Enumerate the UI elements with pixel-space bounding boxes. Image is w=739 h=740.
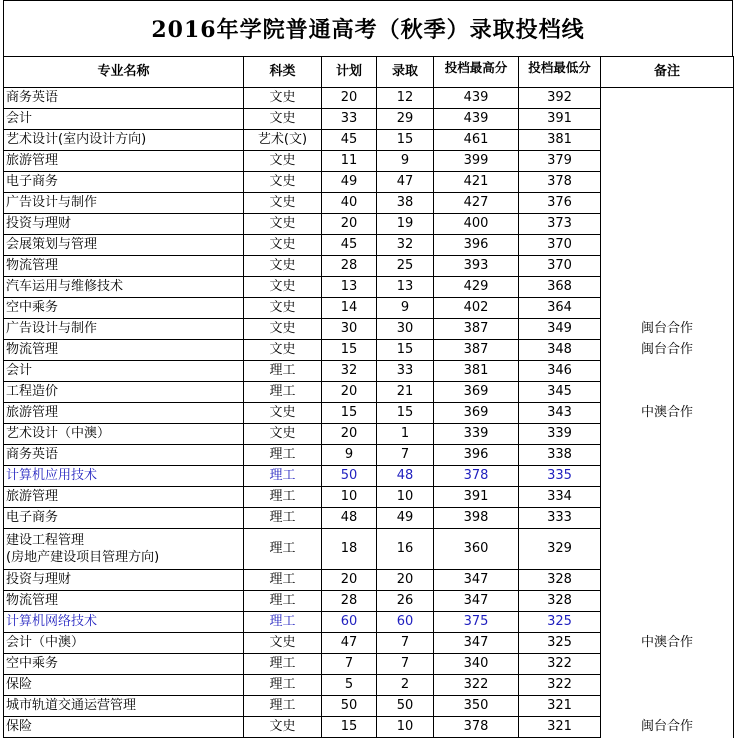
cell-max-score: 340 xyxy=(434,654,519,675)
table-row xyxy=(4,591,734,612)
cell-plan: 28 xyxy=(322,591,377,612)
cell-min-score: 376 xyxy=(519,193,601,214)
cell-min-score: 392 xyxy=(519,88,601,109)
table-row xyxy=(4,466,734,487)
cell-admitted: 29 xyxy=(377,109,434,130)
cell-note xyxy=(601,424,734,445)
cell-admitted: 20 xyxy=(377,570,434,591)
cell-plan: 60 xyxy=(322,612,377,633)
cell-admitted: 9 xyxy=(377,298,434,319)
cell-major: 物流管理 xyxy=(4,256,244,277)
cell-min-score: 322 xyxy=(519,654,601,675)
cell-admitted: 21 xyxy=(377,382,434,403)
header-max-score xyxy=(434,57,519,88)
table-row xyxy=(4,298,734,319)
cell-major: 旅游管理 xyxy=(4,151,244,172)
cell-note xyxy=(601,109,734,130)
cell-min-score: 328 xyxy=(519,570,601,591)
cell-admitted: 38 xyxy=(377,193,434,214)
cell-major: 商务英语 xyxy=(4,445,244,466)
cell-min-score: 328 xyxy=(519,591,601,612)
table-row xyxy=(4,529,734,570)
cell-min-score: 345 xyxy=(519,382,601,403)
cell-category: 文史 xyxy=(244,235,322,256)
cell-major: 保险 xyxy=(4,717,244,738)
cell-major: 计算机网络技术 xyxy=(4,612,244,633)
cell-admitted: 48 xyxy=(377,466,434,487)
cell-plan: 40 xyxy=(322,193,377,214)
cell-note xyxy=(601,591,734,612)
header-category: 科类 xyxy=(244,57,322,88)
cell-note xyxy=(601,487,734,508)
table-row xyxy=(4,382,734,403)
cell-min-score: 391 xyxy=(519,109,601,130)
cell-min-score: 339 xyxy=(519,424,601,445)
cell-note xyxy=(601,361,734,382)
cell-max-score: 360 xyxy=(434,529,519,570)
cell-category: 文史 xyxy=(244,717,322,738)
cell-category: 理工 xyxy=(244,529,322,570)
cell-admitted: 26 xyxy=(377,591,434,612)
table-row xyxy=(4,277,734,298)
cell-major: 投资与理财 xyxy=(4,570,244,591)
page-title: 2016年学院普通高考（秋季）录取投档线 xyxy=(151,17,585,43)
cell-admitted: 1 xyxy=(377,424,434,445)
cell-admitted: 10 xyxy=(377,717,434,738)
cell-category: 文史 xyxy=(244,633,322,654)
cell-min-score: 381 xyxy=(519,130,601,151)
cell-max-score: 398 xyxy=(434,508,519,529)
cell-plan: 50 xyxy=(322,696,377,717)
cell-max-score: 400 xyxy=(434,214,519,235)
cell-max-score: 396 xyxy=(434,235,519,256)
cell-plan: 20 xyxy=(322,424,377,445)
cell-admitted: 47 xyxy=(377,172,434,193)
cell-max-score: 369 xyxy=(434,403,519,424)
cell-max-score: 439 xyxy=(434,88,519,109)
table-row xyxy=(4,130,734,151)
cell-max-score: 378 xyxy=(434,717,519,738)
header-row xyxy=(4,57,734,88)
cell-note: 中澳合作 xyxy=(601,633,734,654)
header-admitted: 录取 xyxy=(377,57,434,88)
cell-admitted: 13 xyxy=(377,277,434,298)
table-row xyxy=(4,340,734,361)
cell-admitted: 50 xyxy=(377,696,434,717)
cell-category: 文史 xyxy=(244,256,322,277)
cell-admitted: 15 xyxy=(377,340,434,361)
cell-min-score: 325 xyxy=(519,633,601,654)
cell-max-score: 461 xyxy=(434,130,519,151)
cell-note xyxy=(601,382,734,403)
header-min-score-text: 投档最低分 xyxy=(528,61,591,75)
cell-plan: 45 xyxy=(322,235,377,256)
cell-note xyxy=(601,277,734,298)
cell-admitted: 19 xyxy=(377,214,434,235)
cell-category: 文史 xyxy=(244,109,322,130)
cell-major: 电子商务 xyxy=(4,172,244,193)
cell-max-score: 429 xyxy=(434,277,519,298)
cell-max-score: 347 xyxy=(434,591,519,612)
cell-plan: 10 xyxy=(322,487,377,508)
table-row xyxy=(4,612,734,633)
cell-max-score: 350 xyxy=(434,696,519,717)
cell-major: 电子商务 xyxy=(4,508,244,529)
cell-min-score: 348 xyxy=(519,340,601,361)
cell-min-score: 368 xyxy=(519,277,601,298)
table-row xyxy=(4,172,734,193)
table-row xyxy=(4,88,734,109)
cell-major: 物流管理 xyxy=(4,340,244,361)
cell-category: 文史 xyxy=(244,403,322,424)
cell-min-score: 364 xyxy=(519,298,601,319)
cell-max-score: 387 xyxy=(434,319,519,340)
cell-plan: 11 xyxy=(322,151,377,172)
cell-note xyxy=(601,570,734,591)
table-row xyxy=(4,717,734,738)
cell-note xyxy=(601,256,734,277)
cell-category: 理工 xyxy=(244,487,322,508)
cell-max-score: 427 xyxy=(434,193,519,214)
cell-max-score: 402 xyxy=(434,298,519,319)
cell-note xyxy=(601,88,734,109)
cell-major: 广告设计与制作 xyxy=(4,193,244,214)
cell-category: 理工 xyxy=(244,570,322,591)
cell-note: 闽台合作 xyxy=(601,319,734,340)
cell-min-score: 370 xyxy=(519,256,601,277)
cell-note xyxy=(601,612,734,633)
cell-min-score: 333 xyxy=(519,508,601,529)
cell-major: 旅游管理 xyxy=(4,487,244,508)
cell-min-score: 329 xyxy=(519,529,601,570)
header-max-score-text: 投档最高分 xyxy=(444,61,508,75)
cell-min-score: 343 xyxy=(519,403,601,424)
table-row xyxy=(4,445,734,466)
cell-note xyxy=(601,151,734,172)
cell-major: 城市轨道交通运营管理 xyxy=(4,696,244,717)
cell-note xyxy=(601,508,734,529)
cell-max-score: 347 xyxy=(434,570,519,591)
table-row xyxy=(4,654,734,675)
cell-min-score: 322 xyxy=(519,675,601,696)
cell-note xyxy=(601,445,734,466)
table-row xyxy=(4,570,734,591)
cell-plan: 20 xyxy=(322,382,377,403)
cell-admitted: 60 xyxy=(377,612,434,633)
table-row xyxy=(4,508,734,529)
cell-note xyxy=(601,529,734,570)
table-body xyxy=(4,88,734,738)
cell-max-score: 396 xyxy=(434,445,519,466)
table-row xyxy=(4,675,734,696)
cell-plan: 7 xyxy=(322,654,377,675)
cell-note: 闽台合作 xyxy=(601,340,734,361)
cell-min-score: 325 xyxy=(519,612,601,633)
header-note: 备注 xyxy=(601,57,734,88)
table-row xyxy=(4,403,734,424)
cell-major: 投资与理财 xyxy=(4,214,244,235)
cell-note: 闽台合作 xyxy=(601,717,734,738)
cell-min-score: 378 xyxy=(519,172,601,193)
cell-category: 理工 xyxy=(244,591,322,612)
cell-category: 理工 xyxy=(244,612,322,633)
header-plan: 计划 xyxy=(322,57,377,88)
cell-plan: 50 xyxy=(322,466,377,487)
cell-max-score: 369 xyxy=(434,382,519,403)
cell-min-score: 338 xyxy=(519,445,601,466)
cell-plan: 45 xyxy=(322,130,377,151)
cell-admitted: 16 xyxy=(377,529,434,570)
cell-category: 文史 xyxy=(244,277,322,298)
cell-max-score: 421 xyxy=(434,172,519,193)
cell-admitted: 12 xyxy=(377,88,434,109)
cell-min-score: 321 xyxy=(519,696,601,717)
cell-admitted: 7 xyxy=(377,633,434,654)
admission-table xyxy=(3,56,734,738)
table-row xyxy=(4,361,734,382)
cell-min-score: 379 xyxy=(519,151,601,172)
cell-major: 空中乘务 xyxy=(4,298,244,319)
cell-max-score: 439 xyxy=(434,109,519,130)
cell-plan: 15 xyxy=(322,717,377,738)
cell-category: 理工 xyxy=(244,445,322,466)
cell-plan: 20 xyxy=(322,214,377,235)
cell-category: 文史 xyxy=(244,319,322,340)
cell-min-score: 321 xyxy=(519,717,601,738)
cell-note xyxy=(601,696,734,717)
header-major: 专业名称 xyxy=(4,57,244,88)
cell-plan: 20 xyxy=(322,570,377,591)
table-row xyxy=(4,193,734,214)
cell-min-score: 373 xyxy=(519,214,601,235)
cell-category: 艺术(文) xyxy=(244,130,322,151)
cell-plan: 28 xyxy=(322,256,377,277)
cell-admitted: 15 xyxy=(377,403,434,424)
cell-min-score: 370 xyxy=(519,235,601,256)
cell-major: 建设工程管理 (房地产建设项目管理方向) xyxy=(4,529,244,570)
cell-plan: 9 xyxy=(322,445,377,466)
cell-category: 理工 xyxy=(244,382,322,403)
cell-major: 艺术设计(室内设计方向) xyxy=(4,130,244,151)
cell-note xyxy=(601,235,734,256)
cell-major: 会展策划与管理 xyxy=(4,235,244,256)
cell-min-score: 334 xyxy=(519,487,601,508)
table-row xyxy=(4,235,734,256)
cell-category: 理工 xyxy=(244,654,322,675)
title-row xyxy=(3,0,733,56)
cell-plan: 32 xyxy=(322,361,377,382)
table-row xyxy=(4,214,734,235)
cell-note xyxy=(601,466,734,487)
cell-min-score: 349 xyxy=(519,319,601,340)
cell-admitted: 2 xyxy=(377,675,434,696)
cell-note xyxy=(601,172,734,193)
cell-max-score: 387 xyxy=(434,340,519,361)
cell-admitted: 25 xyxy=(377,256,434,277)
cell-plan: 15 xyxy=(322,340,377,361)
cell-major: 商务英语 xyxy=(4,88,244,109)
cell-category: 文史 xyxy=(244,88,322,109)
cell-major: 旅游管理 xyxy=(4,403,244,424)
cell-plan: 18 xyxy=(322,529,377,570)
cell-major: 会计（中澳） xyxy=(4,633,244,654)
table-row xyxy=(4,696,734,717)
cell-plan: 47 xyxy=(322,633,377,654)
cell-admitted: 15 xyxy=(377,130,434,151)
cell-max-score: 322 xyxy=(434,675,519,696)
cell-major: 会计 xyxy=(4,109,244,130)
cell-min-score: 335 xyxy=(519,466,601,487)
cell-min-score: 346 xyxy=(519,361,601,382)
cell-admitted: 32 xyxy=(377,235,434,256)
cell-category: 理工 xyxy=(244,361,322,382)
cell-major: 汽车运用与维修技术 xyxy=(4,277,244,298)
cell-plan: 15 xyxy=(322,403,377,424)
cell-category: 理工 xyxy=(244,675,322,696)
cell-plan: 30 xyxy=(322,319,377,340)
header-min-score xyxy=(519,57,601,88)
cell-plan: 33 xyxy=(322,109,377,130)
cell-major: 工程造价 xyxy=(4,382,244,403)
cell-admitted: 7 xyxy=(377,445,434,466)
cell-major: 会计 xyxy=(4,361,244,382)
cell-note xyxy=(601,654,734,675)
cell-category: 文史 xyxy=(244,172,322,193)
cell-admitted: 30 xyxy=(377,319,434,340)
cell-plan: 5 xyxy=(322,675,377,696)
cell-category: 理工 xyxy=(244,466,322,487)
cell-note xyxy=(601,193,734,214)
cell-plan: 14 xyxy=(322,298,377,319)
cell-note xyxy=(601,130,734,151)
cell-max-score: 399 xyxy=(434,151,519,172)
cell-max-score: 381 xyxy=(434,361,519,382)
cell-plan: 13 xyxy=(322,277,377,298)
table-row xyxy=(4,256,734,277)
table-row xyxy=(4,487,734,508)
cell-admitted: 33 xyxy=(377,361,434,382)
cell-category: 理工 xyxy=(244,696,322,717)
cell-major: 空中乘务 xyxy=(4,654,244,675)
cell-note: 中澳合作 xyxy=(601,403,734,424)
cell-admitted: 10 xyxy=(377,487,434,508)
cell-max-score: 378 xyxy=(434,466,519,487)
cell-note xyxy=(601,298,734,319)
cell-max-score: 375 xyxy=(434,612,519,633)
cell-max-score: 347 xyxy=(434,633,519,654)
cell-major: 艺术设计（中澳） xyxy=(4,424,244,445)
cell-plan: 20 xyxy=(322,88,377,109)
cell-major: 计算机应用技术 xyxy=(4,466,244,487)
cell-category: 文史 xyxy=(244,214,322,235)
cell-note xyxy=(601,214,734,235)
table-row xyxy=(4,151,734,172)
cell-category: 文史 xyxy=(244,298,322,319)
cell-category: 文史 xyxy=(244,424,322,445)
table-row xyxy=(4,633,734,654)
cell-admitted: 9 xyxy=(377,151,434,172)
cell-category: 理工 xyxy=(244,508,322,529)
cell-max-score: 391 xyxy=(434,487,519,508)
cell-major: 保险 xyxy=(4,675,244,696)
cell-plan: 49 xyxy=(322,172,377,193)
cell-plan: 48 xyxy=(322,508,377,529)
cell-major: 物流管理 xyxy=(4,591,244,612)
table-row xyxy=(4,319,734,340)
cell-note xyxy=(601,675,734,696)
cell-category: 文史 xyxy=(244,151,322,172)
cell-max-score: 339 xyxy=(434,424,519,445)
table-row xyxy=(4,424,734,445)
table-row xyxy=(4,109,734,130)
cell-admitted: 49 xyxy=(377,508,434,529)
cell-category: 文史 xyxy=(244,340,322,361)
cell-category: 文史 xyxy=(244,193,322,214)
cell-admitted: 7 xyxy=(377,654,434,675)
cell-major: 广告设计与制作 xyxy=(4,319,244,340)
cell-max-score: 393 xyxy=(434,256,519,277)
